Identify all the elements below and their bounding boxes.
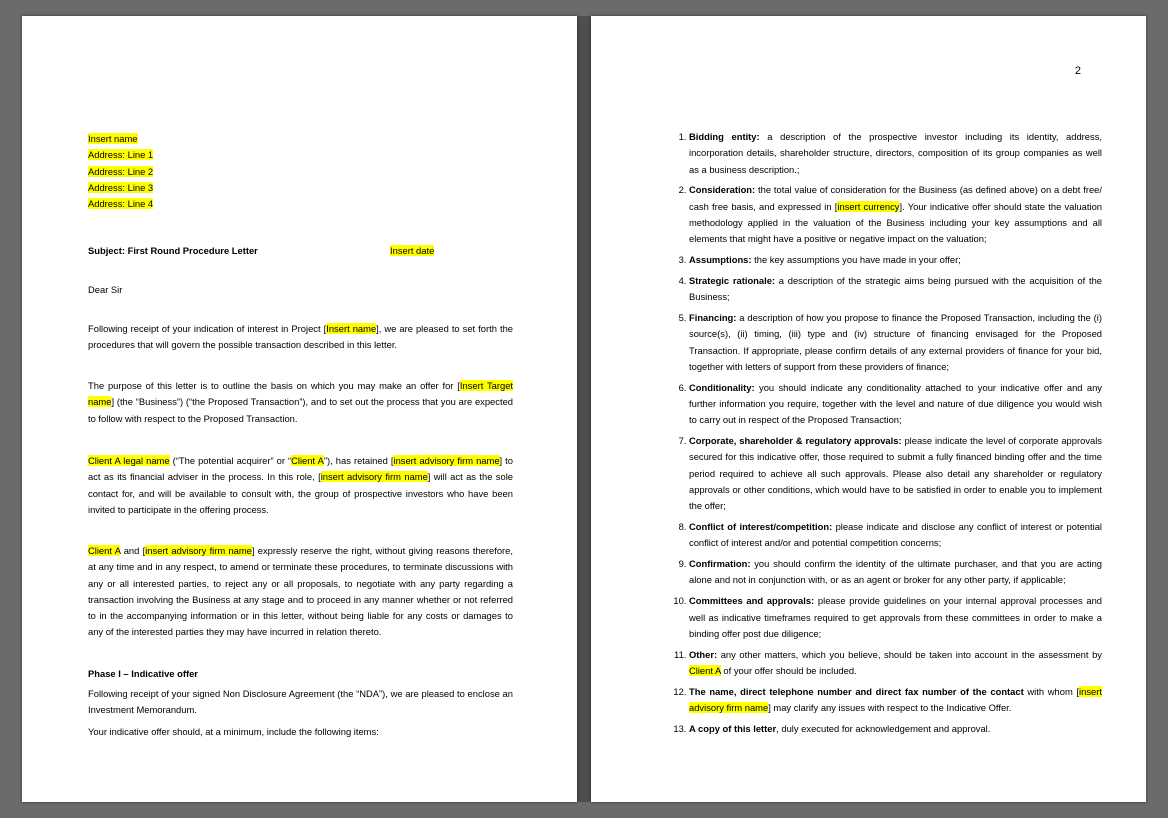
list-item: 11. Other: any other matters, which you believe, should be taken into account in the assessment by Client A of your offer should be included. <box>689 647 1102 680</box>
list-item: 7. Corporate, shareholder & regulatory approvals: please indicate the level of corporate approvals secured for this indicative offer, those required to submit a fully financed binding offer and the time period required to achieve all such approvals. Please also detail any shareholder or regulatory approvals or other conditions, which would have to be satisfied in order to enable you to implement the offer; <box>689 433 1102 514</box>
address-line: Address: Line 1 <box>88 149 154 161</box>
paragraph-2: The purpose of this letter is to outline the basis on which you may make an offer for [Insert Target name] (the “Business”) (“the Proposed Transaction”), and to set out the process that you are expected to follow with respect to the Proposed Transaction. <box>88 380 514 424</box>
address-line: Insert name <box>88 133 138 144</box>
list-item: 2. Consideration: the total value of consideration for the Business (as defined above) on a debt free/ cash free basis, and expressed in [insert currency]. Your indicative offer should state the valuation methodology applied in the valuation of the Business including your key assumptions and all elements that might have a positive or negative impact on the valuation; <box>689 182 1102 247</box>
list-item: 3. Assumptions: the key assumptions you have made in your offer; <box>689 252 1102 268</box>
list-item: 8. Conflict of interest/competition: please indicate and disclose any conflict of interest or potential conflict of interest and/or and potential competition concerns; <box>689 519 1102 552</box>
recipient-address <box>88 131 153 212</box>
document-page-1 <box>22 16 577 802</box>
list-item: 12. The name, direct telephone number and direct fax number of the contact with whom [insert advisory firm name] may clarify any issues with respect to the Indicative Offer. <box>689 684 1102 717</box>
list-item: 13. A copy of this letter, duly executed for acknowledgement and approval. <box>689 721 1102 737</box>
letter-subject: Subject: First Round Procedure Letter <box>88 245 258 256</box>
document-page-2 <box>591 16 1146 802</box>
letter-date: Insert date <box>390 245 435 256</box>
offer-requirements-list <box>667 129 1102 742</box>
paragraph-5: Following receipt of your signed Non Disclosure Agreement (the “NDA”), we are pleased to enclose an Investment Memorandum. <box>88 688 513 716</box>
address-line: Address: Line 4 <box>88 198 154 210</box>
paragraph-4: Client A and [insert advisory firm name] expressly reserve the right, without giving reasons therefore, at any time and in any respect, to amend or terminate these procedures, to terminate discussions with any or all interested parties, to reject any or all proposals, to negotiate with any party regarding a transaction involving the Business at any stage and to proceed in any manner whether or not referred to in the accompanying information or in this letter, without being liable for any costs or damages to any of the interested parties they may have incurred in relation thereto. <box>88 545 513 638</box>
page-gap <box>577 16 591 802</box>
address-line: Address: Line 3 <box>88 181 154 193</box>
phase-heading: Phase I – Indicative offer <box>88 668 198 679</box>
list-item: 1. Bidding entity: a description of the prospective investor including its identity, address, incorporation details, shareholder structure, directors, composition of its group companies as well as a business description.; <box>689 129 1102 178</box>
address-line: Address: Line 2 <box>88 165 154 177</box>
list-item: 6. Conditionality: you should indicate any conditionality attached to your indicative offer and any further information you require, together with the level and nature of due diligence you would wish to carry out in respect of the Proposed Transaction; <box>689 380 1102 429</box>
paragraph-1: Following receipt of your indication of interest in Project [Insert name], we are pleased to set forth the procedures that will govern the possible transaction described in this letter. <box>88 323 513 351</box>
list-item: 4. Strategic rationale: a description of the strategic aims being pursued with the acquisition of the Business; <box>689 273 1102 306</box>
page-number: 2 <box>1074 65 1081 77</box>
paragraph-3: Client A legal name (“The potential acquirer” or “Client A”), has retained [insert advisory firm name] to act as its financial adviser in the process. In this role, [insert advisory firm name] will act as the sole contact for, and will be available to consult with, the group of prospective investors who have been invited to participate in the offering process. <box>88 455 514 515</box>
list-item: 9. Confirmation: you should confirm the identity of the ultimate purchaser, and that you are acting alone and not in conjunction with, or as an agent or broker for any other party, if applicable; <box>689 556 1102 589</box>
list-item: 10. Committees and approvals: please provide guidelines on your internal approval processes and well as indicative timeframes required to get approvals from these committees in order to make a binding offer post due diligence; <box>689 593 1102 642</box>
paragraph-6: Your indicative offer should, at a minimum, include the following items: <box>88 726 379 737</box>
list-item: 5. Financing: a description of how you propose to finance the Proposed Transaction, including the (i) source(s), (ii) timing, (iii) type and (iv) structure of financing envisaged for the Proposed Transaction. If appropriate, please confirm details of any external providers of finance for your bid, together with letters of support from these providers of finance; <box>689 310 1102 375</box>
salutation: Dear Sir <box>88 284 123 295</box>
